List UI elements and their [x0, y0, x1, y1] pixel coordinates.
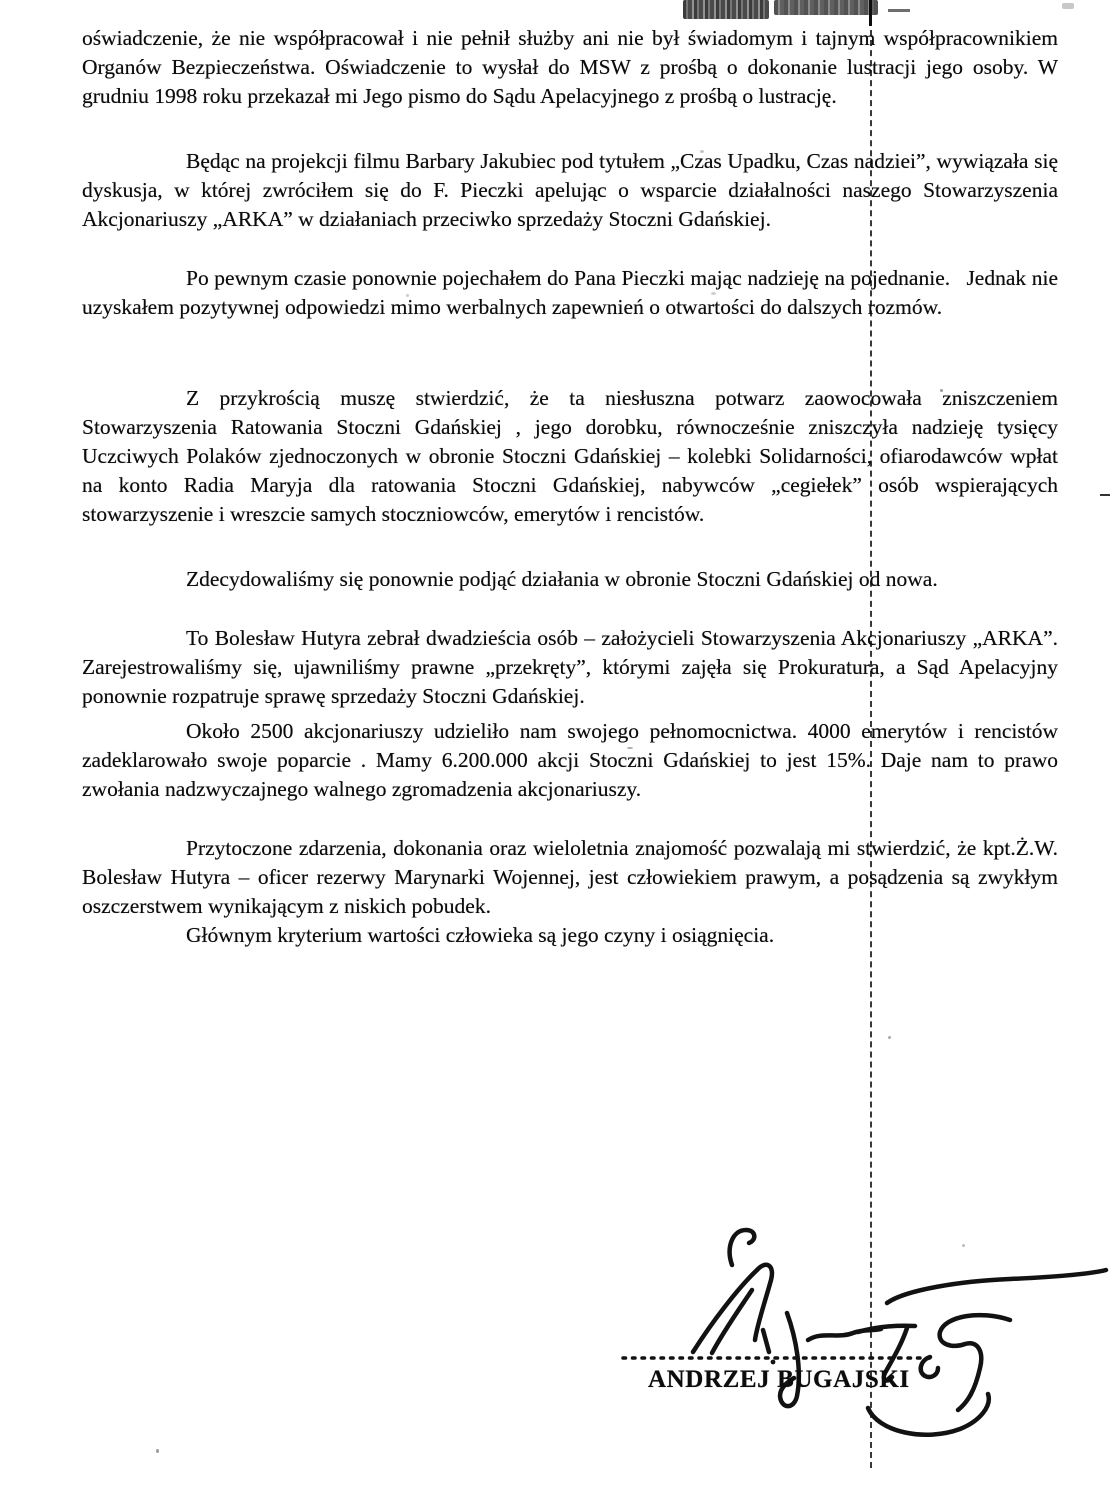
scan-smudge — [1062, 3, 1074, 9]
paragraph: oświadczenie, że nie współpracował i nie pełnił służby ani nie był świadomym i tajnym współpracownikiem Organów Bezpieczeństwa. Oświadczenie to wysłał do MSW z prośbą o dokonanie lustracji jego osoby. W grudniu 1998 roku przekazał mi Jego pismo do Sądu Apelacyjnego z prośbą o lustrację. — [82, 26, 1058, 108]
scan-smudge — [774, 0, 878, 15]
paragraph: Zdecydowaliśmy się ponownie podjąć działania w obronie Stoczni Gdańskiej od nowa. — [186, 567, 938, 591]
paragraph: Po pewnym czasie ponownie pojechałem do Pana Pieczki mając nadzieję na pojednanie. Jednak nie uzyskałem pozytywnej odpowiedzi mimo werbalnych zapewnień o otwartości do dalszych rozmów. — [82, 266, 1058, 319]
scan-speck — [1100, 494, 1110, 496]
paragraph: Głównym kryterium wartości człowieka są jego czyny i osiągnięcia. — [186, 923, 775, 947]
paragraph: Około 2500 akcjonariuszy udzieliło nam swojego pełnomocnictwa. 4000 emerytów i rencistów zadeklarowało swoje poparcie . Mamy 6.200.000 akcji Stoczni Gdańskiej to jest 15%. Daje nam to prawo zwołania nadzwyczajnego walnego zgromadzenia akcjonariuszy. — [82, 719, 1058, 801]
scan-speck — [888, 1036, 891, 1039]
fold-line — [869, 0, 872, 26]
scan-smudge — [683, 0, 769, 19]
paragraph: Będąc na projekcji filmu Barbary Jakubiec pod tytułem „Czas Upadku, Czas nadziei”, wywiązała się dyskusja, w której zwróciłem się do F. Pieczki apelując o wsparcie działalności naszego Stowarzyszenia Akcjonariuszy „ARKA” w działaniach przeciwko sprzedaży Stoczni Gdańskiej. — [82, 149, 1058, 231]
paragraph: Z przykrością muszę stwierdzić, że ta niesłuszna potwarz zaowocowała zniszczeniem Stowarzyszenia Ratowania Stoczni Gdańskiej , jego dorobku, równocześnie zniszczyła nadzieję tysięcy Uczciwych Polaków zjednoczonych w obronie Stoczni Gdańskiej – kolebki Solidarności, ofiarodawców wpłat na konto Radia Maryja dla ratowania Stoczni Gdańskiej, nabywców „cegiełek” osób wspierających stowarzyszenie i wreszcie samych stoczniowców, emerytów i rencistów. — [82, 386, 1058, 526]
letter-body — [82, 24, 1058, 950]
scan-speck — [156, 1449, 159, 1453]
paragraph: Przytoczone zdarzenia, dokonania oraz wieloletnia znajomość pozwalają mi stwierdzić, że kpt.Ż.W. Bolesław Hutyra – oficer rezerwy Marynarki Wojennej, jest człowiekiem prawym, a posądzenia są zwykłym oszczerstwem wynikającym z niskich pobudek. — [82, 836, 1058, 918]
paragraph: To Bolesław Hutyra zebrał dwadzieścia osób – założycieli Stowarzyszenia Akcjonariuszy „ARKA”. Zarejestrowaliśmy się, ujawniliśmy prawne „przekręty”, którymi zajęła się Prokuratura, a Sąd Apelacyjny ponownie rozpatruje sprawę sprzedaży Stoczni Gdańskiej. — [82, 626, 1058, 708]
signature-scrawl — [560, 1210, 1117, 1470]
scan-smudge — [888, 9, 910, 12]
signature-name: ANDRZEJ BUGAJSKI — [648, 1366, 910, 1393]
